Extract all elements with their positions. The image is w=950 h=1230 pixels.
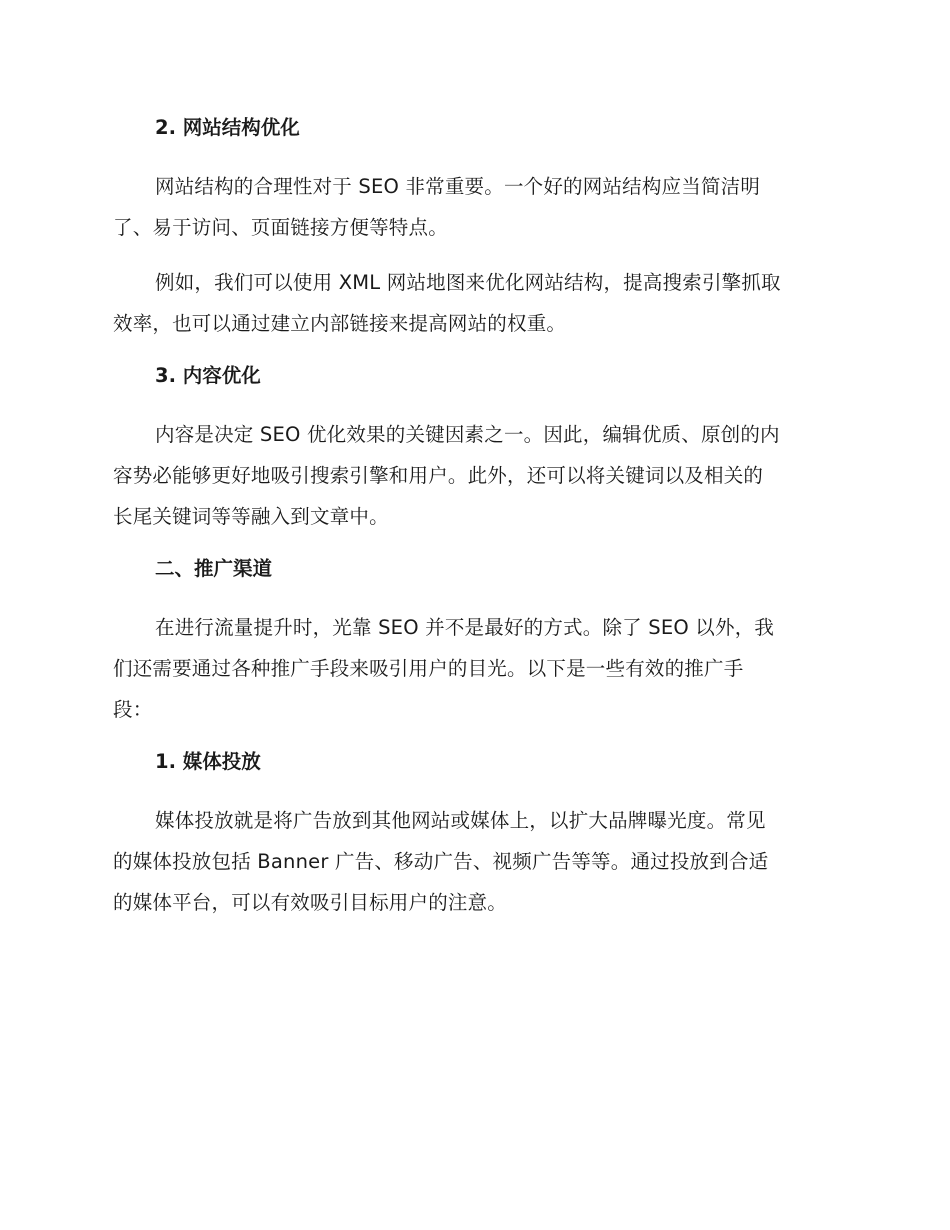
paragraph-line: 段：	[113, 698, 153, 721]
paragraph	[113, 414, 839, 537]
paragraph-line: 的媒体投放包括 Banner 广告、移动广告、视频广告等等。通过投放到合适	[113, 850, 769, 873]
section-heading-website-structure: 2. 网站结构优化	[155, 116, 300, 139]
paragraph-line: 们还需要通过各种推广手段来吸引用户的目光。以下是一些有效的推广手	[113, 657, 744, 680]
paragraph-line: 长尾关键词等等融入到文章中。	[113, 505, 389, 528]
paragraph-line: 效率，也可以通过建立内部链接来提高网站的权重。	[113, 312, 567, 335]
paragraph-line: 容势必能够更好地吸引搜索引擎和用户。此外，还可以将关键词以及相关的	[113, 464, 764, 487]
paragraph	[113, 166, 839, 248]
paragraph-line: 了、易于访问、页面链接方便等特点。	[113, 216, 448, 239]
section-heading-content-optimization: 3. 内容优化	[155, 364, 261, 387]
section-heading-promotion-channels: 二、推广渠道	[155, 557, 273, 580]
paragraph-line: 例如，我们可以使用 XML 网站地图来优化网站结构，提高搜索引擎抓取	[155, 271, 781, 294]
paragraph	[113, 800, 839, 923]
paragraph	[113, 607, 839, 730]
paragraph-line: 的媒体平台，可以有效吸引目标用户的注意。	[113, 891, 508, 914]
paragraph	[113, 262, 839, 344]
document-page	[113, 110, 839, 937]
paragraph-line: 媒体投放就是将广告放到其他网站或媒体上，以扩大品牌曝光度。常见	[155, 809, 766, 832]
paragraph-line: 在进行流量提升时，光靠 SEO 并不是最好的方式。除了 SEO 以外，我	[155, 616, 775, 639]
paragraph-line: 内容是决定 SEO 优化效果的关键因素之一。因此，编辑优质、原创的内	[155, 423, 780, 446]
paragraph-line: 网站结构的合理性对于 SEO 非常重要。一个好的网站结构应当简洁明	[155, 175, 761, 198]
section-heading-media-placement: 1. 媒体投放	[155, 750, 261, 773]
